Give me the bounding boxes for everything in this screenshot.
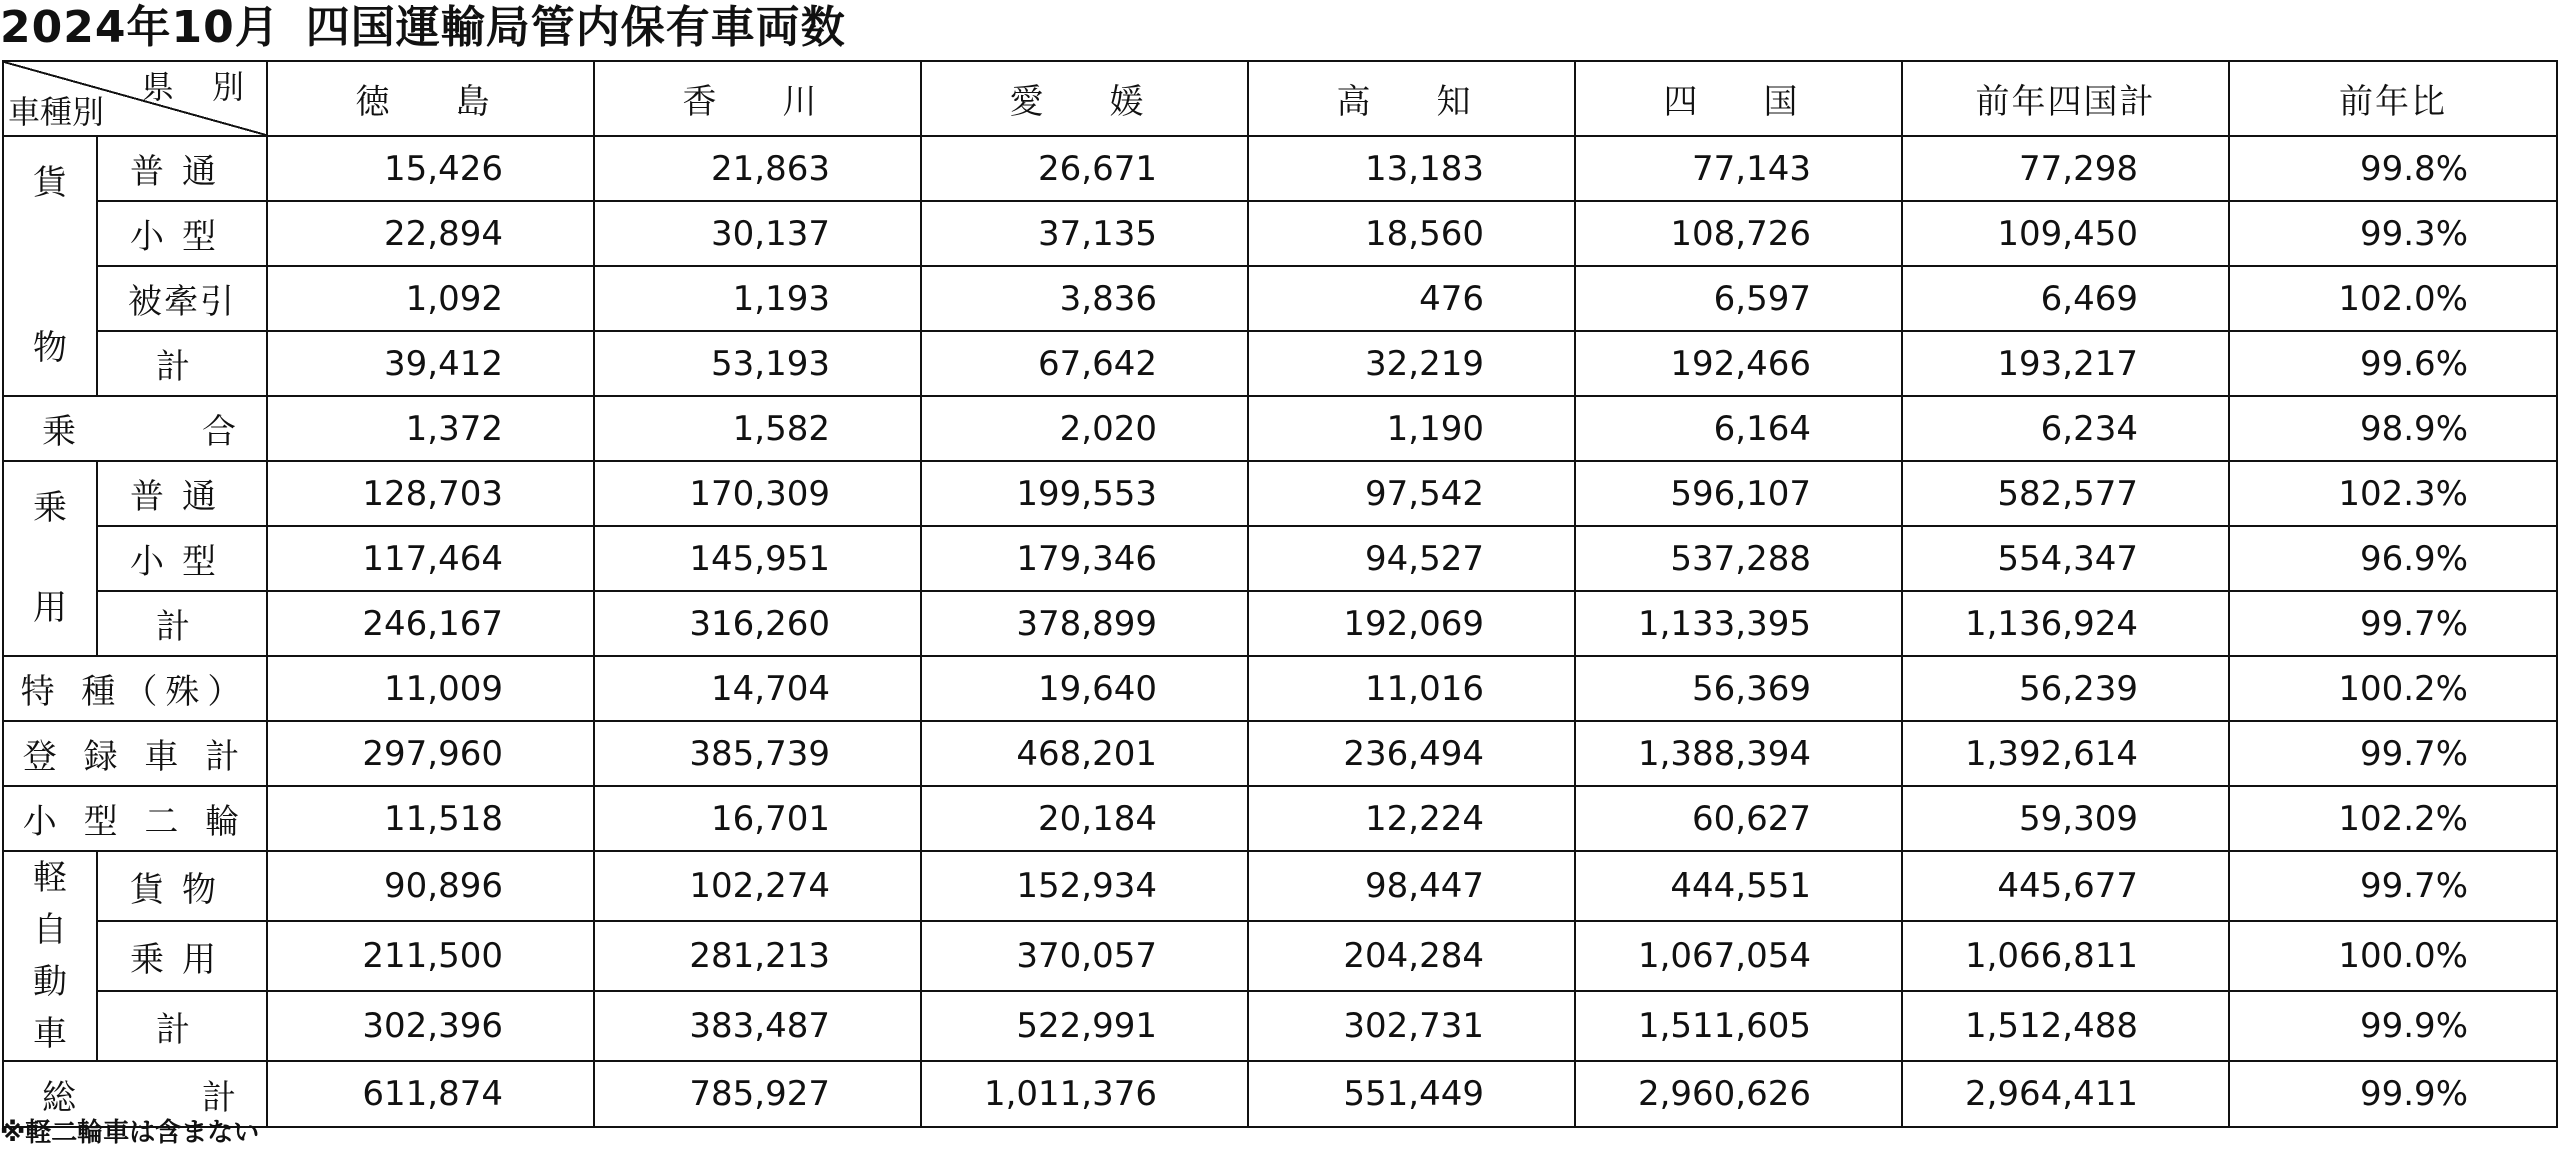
group-passenger: 乗 用: [3, 461, 97, 656]
table-row: 小 型 二 輪 11,518 16,701 20,184 12,224 60,627 59,309 102.2%: [3, 786, 2557, 851]
title-period: 2024年10月: [0, 2, 280, 53]
group-kei: 軽 自 動 車: [3, 851, 97, 1061]
table-row: 小型 117,464 145,951 179,346 94,527 537,288 554,347 96.9%: [3, 526, 2557, 591]
col-header-kochi: 高 知: [1248, 61, 1575, 136]
col-header-tokushima: 徳 島: [267, 61, 594, 136]
row-label: 貨物: [97, 851, 267, 921]
table-row: 小型 22,894 30,137 37,135 18,560 108,726 109,450 99.3%: [3, 201, 2557, 266]
table-row: 被牽引 1,092 1,193 3,836 476 6,597 6,469 102.0%: [3, 266, 2557, 331]
table-row: 乗用 211,500 281,213 370,057 204,284 1,067,054 1,066,811 100.0%: [3, 921, 2557, 991]
col-header-ehime: 愛 媛: [921, 61, 1248, 136]
row-label: 乗用: [97, 921, 267, 991]
table-row: 計 246,167 316,260 378,899 192,069 1,133,395 1,136,924 99.7%: [3, 591, 2557, 656]
table-row: 軽 自 動 車 貨物 90,896 102,274 152,934 98,447 444,551 445,677 99.7%: [3, 851, 2557, 921]
corner-type-label: 車種別: [8, 93, 105, 131]
row-label: 普通: [97, 136, 267, 201]
title-main: 四国運輸局管内保有車両数: [305, 2, 846, 53]
table-row: 貨 物 普通 15,426 21,863 26,671 13,183 77,143 77,298 99.8%: [3, 136, 2557, 201]
row-label: 計: [97, 591, 267, 656]
row-label: 小型: [97, 201, 267, 266]
row-label-grand-total: 総 計: [3, 1061, 267, 1127]
corner-cell: [3, 61, 267, 136]
col-header-shikoku: 四 国: [1575, 61, 1902, 136]
footnote: ※軽二輪車は含まない: [0, 1118, 260, 1148]
col-header-ratio: 前年比: [2229, 61, 2557, 136]
table-row: 計 302,396 383,487 522,991 302,731 1,511,605 1,512,488 99.9%: [3, 991, 2557, 1061]
row-label-small-two-wheel: 小 型 二 輪: [3, 786, 267, 851]
table-row: 登 録 車 計 297,960 385,739 468,201 236,494 1,388,394 1,392,614 99.7%: [3, 721, 2557, 786]
vehicle-count-table: [2, 60, 2558, 1128]
page-title: [0, 0, 846, 56]
row-label-bus: 乗 合: [3, 396, 267, 461]
row-label-registered-total: 登 録 車 計: [3, 721, 267, 786]
col-header-kagawa: 香 川: [594, 61, 921, 136]
table-row: 総 計 611,874 785,927 1,011,376 551,449 2,960,626 2,964,411 99.9%: [3, 1061, 2557, 1127]
header-row: [3, 61, 2557, 136]
table-row: 特 種（殊） 11,009 14,704 19,640 11,016 56,369 56,239 100.2%: [3, 656, 2557, 721]
row-label: 計: [97, 331, 267, 396]
row-label: 普通: [97, 461, 267, 526]
table-row: 計 39,412 53,193 67,642 32,219 192,466 193,217 99.6%: [3, 331, 2557, 396]
row-label: 小型: [97, 526, 267, 591]
table-row: 乗 用 普通 128,703 170,309 199,553 97,542 596,107 582,577 102.3%: [3, 461, 2557, 526]
row-label-special: 特 種（殊）: [3, 656, 267, 721]
row-label: 被牽引: [97, 266, 267, 331]
col-header-prev-year: 前年四国計: [1902, 61, 2229, 136]
group-freight: 貨 物: [3, 136, 97, 396]
row-label: 計: [97, 991, 267, 1061]
corner-prefecture-label: 県 別: [141, 68, 258, 106]
table-row: 乗 合 1,372 1,582 2,020 1,190 6,164 6,234 98.9%: [3, 396, 2557, 461]
